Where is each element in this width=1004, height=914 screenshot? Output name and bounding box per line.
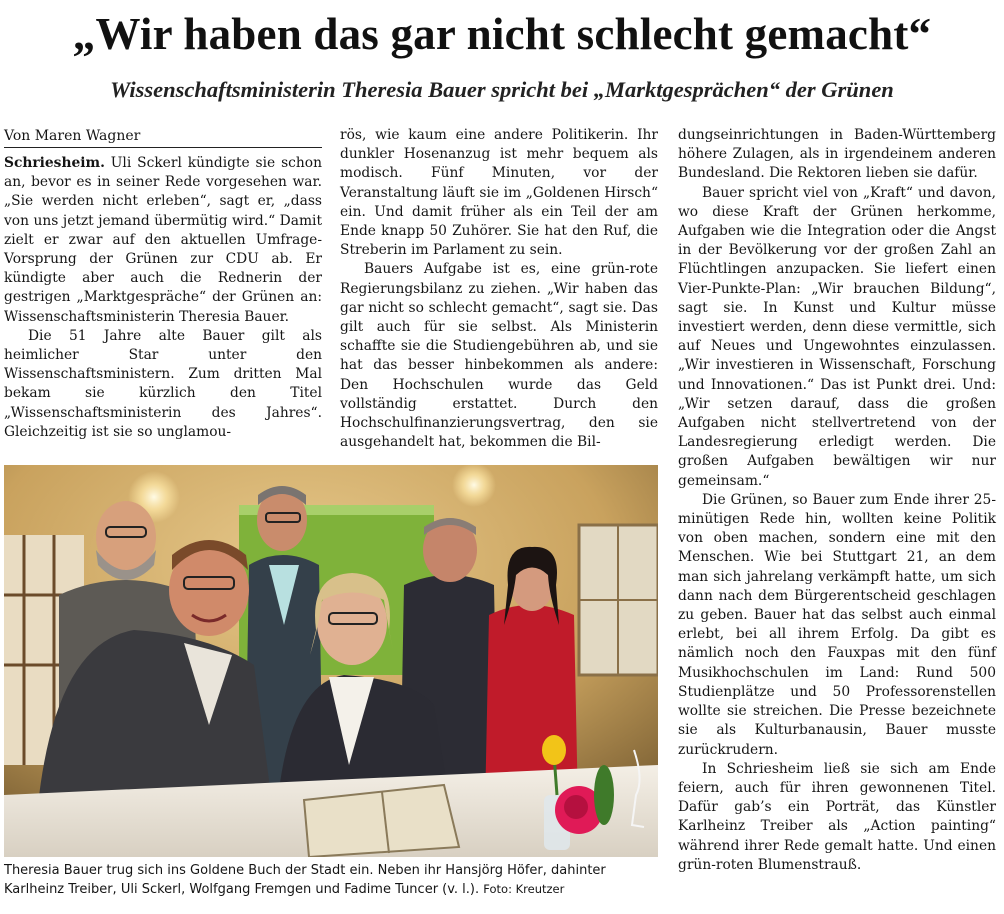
caption-text: Theresia Bauer trug sich ins Goldene Buch der Stadt ein. Neben ihr Hansjörg Höfer, dahinter Karlheinz Treiber, Uli Sckerl, Wolfgang Fremgen und Fadime Tuncer (v. l.). <box>4 863 606 897</box>
article-column-2 <box>340 126 658 452</box>
paragraph: Bauers Aufgabe ist es, eine grün-rote Regierungsbilanz zu ziehen. „Wir haben das gar nicht so schlecht gemacht“, sagt sie. Das gilt auch für sie selbst. Als Ministerin schaffte sie die Studiengebühren ab, und sie hat das besser hinbekommen als andere: Den Hochschulen wurde das Geld vollständig erstattet. Durch den Hochschulfinanzierungsvertrag, den sie ausgehandelt hat, bekommen die Bil- <box>340 261 658 451</box>
paragraph-text: Uli Sckerl kündigte sie schon an, bevor es in seiner Rede vorgesehen war. „Sie werden nicht erleben“, sagt er, „dass von uns jetzt jemand übermütig wird.“ Damit zielt er zwar auf den aktuellen Umfrage-Vorsprung der Grünen zur CDU ab. Er kündigte aber auch die Rednerin der gestrigen „Marktgespräche“ der Grünen an: Wissenschaftsministerin Theresia Bauer. <box>4 155 322 325</box>
dateline: Schriesheim. <box>4 155 105 171</box>
paragraph: Die 51 Jahre alte Bauer gilt als heimlicher Star unter den Wissenschaftsministern. Zum dritten Mal bekam sie kürzlich den Titel „Wissenschaftsministerin des Jahres“. Gleichzeitig ist sie so unglamou- <box>4 327 322 440</box>
photo-credit: Foto: Kreutzer <box>483 882 565 896</box>
paragraph: Bauer spricht viel von „Kraft“ und davon, wo diese Kraft der Grünen herkomme, Aufgaben wie die Integration oder die Angst in der Bevölkerung vor der großen Zahl an Flüchtlingen anzupacken. Sie liefert einen Vier-Punkte-Plan: „Wir brauchen Bildung“, sagt sie. In Kunst und Kultur müsse investiert werden, denn diese vermittle, sich auf Neues und Ungewohntes einzulassen. „Wir investieren in Wissenschaft, Forschung und Innovationen.“ Das ist Punkt drei. Und: „Wir setzen darauf, dass die großen Aufgaben nicht stellvertretend von der Landesregierung erledigt werden. Die großen Aufgaben bewältigen wir nur gemeinsam.“ <box>678 184 996 489</box>
photo-caption <box>4 861 664 899</box>
paragraph: rös, wie kaum eine andere Politikerin. Ihr dunkler Hosenanzug ist mehr bequem als modisch. Fünf Minuten, vor der Veranstaltung läuft sie im „Goldenen Hirsch“ ein. Und damit früher als ein Teil der am Ende knapp 50 Zuhörer. Sie hat den Ruf, die Streberin im Parlament zu sein. <box>340 127 658 259</box>
paragraph: Die Grünen, so Bauer zum Ende ihrer 25-minütigen Rede hin, wollten keine Politik von oben machen, sondern eine mit den Menschen. Wie bei Stuttgart 21, an dem man sich jahrelang verkämpft hatte, um sich dann nach dem Bürgerentscheid geschlagen zu geben. Bauer hat das selbst auch einmal erlebt, bei all ihrem Erfolg. Da gibt es nämlich noch den Fauxpas mit den fünf Musikhochschulen im Land: Rund 500 Studienplätze und 50 Professorenstellen wollte sie streichen. Die Presse bezeichnete sie als Kulturbanausin, Bauer musste zurückrudern. <box>678 491 996 758</box>
paragraph <box>4 154 322 327</box>
paragraph: In Schriesheim ließ sie sich am Ende feiern, auch für ihren gewonnenen Titel. Dafür gab’s ein Porträt, das Künstler Karlheinz Treiber als „Action painting“ während ihrer Rede gemalt hatte. Und einen grün-roten Blumenstrauß. <box>678 760 996 873</box>
article-column-3 <box>678 126 996 875</box>
ceiling-lamp <box>452 465 496 507</box>
article-column-1 <box>4 126 322 442</box>
byline: Von Maren Wagner <box>4 126 322 148</box>
article-photo <box>4 465 658 857</box>
headline: „Wir haben das gar nicht schlecht gemacht“ <box>72 9 932 59</box>
photo-illustration <box>4 465 658 857</box>
paragraph: dungseinrichtungen in Baden-Württemberg höhere Zulagen, als in irgendeinem anderen Bundesland. Die Rektoren lieben sie dafür. <box>678 127 996 182</box>
subheadline: Wissenschaftsministerin Theresia Bauer spricht bei „Marktgesprächen“ der Grünen <box>110 77 894 102</box>
